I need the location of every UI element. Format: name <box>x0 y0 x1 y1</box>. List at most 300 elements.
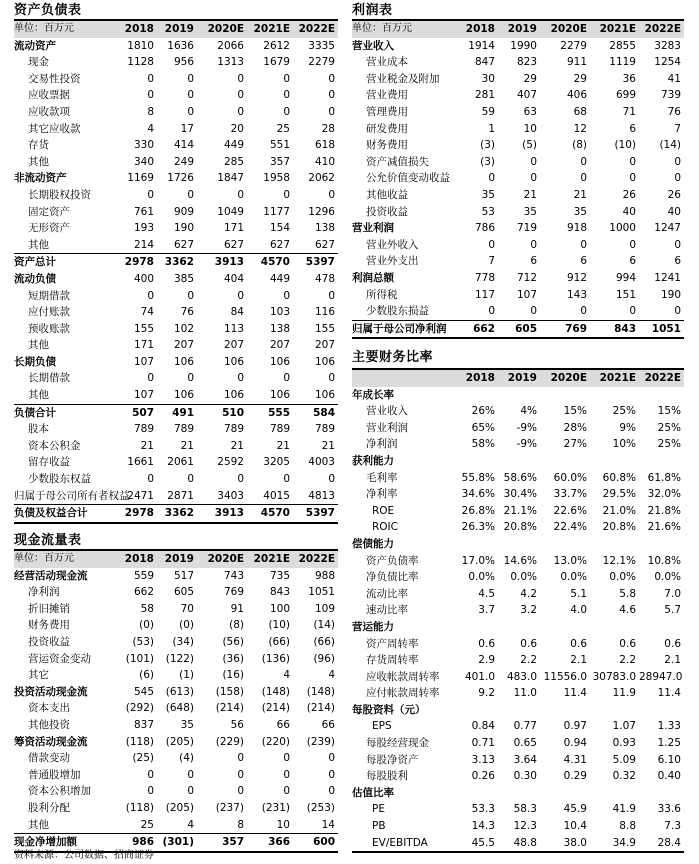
ratios-value-cell: 14.3 <box>471 820 495 833</box>
income-header-row <box>352 21 684 38</box>
ratios-row-label: 存货周转率 <box>366 654 419 667</box>
income-value-cell: 0 <box>488 305 495 318</box>
cashflow-value-cell: 109 <box>314 602 335 615</box>
cashflow-value-cell: (101) <box>125 652 154 665</box>
ratios-value-cell: 9.2 <box>478 687 495 700</box>
balance-row <box>14 204 338 221</box>
ratios-row-label: EPS <box>372 720 392 733</box>
cashflow-value-cell: (220) <box>261 735 290 748</box>
ratios-value-cell: 0.40 <box>657 770 681 783</box>
balance-value-cell: 510 <box>197 404 247 421</box>
ratios-value-cell: 0.32 <box>612 770 636 783</box>
ratios-row <box>352 503 684 520</box>
cashflow-value-cell: (301) <box>157 834 197 852</box>
ratios-value-cell: 55.8% <box>461 471 495 484</box>
income-row-label: 营业税金及附加 <box>366 72 440 85</box>
ratios-value-cell: 60.8% <box>602 471 636 484</box>
balance-value-cell: 789 <box>223 423 244 436</box>
balance-row-label: 流动负债 <box>14 272 56 285</box>
balance-value-cell: 3335 <box>308 39 335 52</box>
income-value-cell: 35 <box>573 205 587 218</box>
cashflow-row-label: 股利分配 <box>28 801 70 814</box>
balance-row-label: 留存收益 <box>28 456 70 469</box>
income-row <box>352 320 684 338</box>
ratios-value-cell: 483.0 <box>506 670 537 683</box>
income-value-cell: 0 <box>488 172 495 185</box>
cashflow-row <box>14 667 338 684</box>
balance-value-cell: 627 <box>173 238 194 251</box>
cashflow-row <box>14 717 338 734</box>
balance-value-cell: 0 <box>237 89 244 102</box>
balance-value-cell: 584 <box>293 404 338 421</box>
ratios-value-cell: 5.8 <box>619 587 636 600</box>
balance-row-label: 其它应收款 <box>28 122 81 135</box>
income-row <box>352 253 684 270</box>
ratios-value-cell: 2.2 <box>520 654 537 667</box>
income-value-cell: 12 <box>573 122 587 135</box>
ratios-value-cell: 0.29 <box>563 770 587 783</box>
balance-value-cell: 2871 <box>167 489 194 502</box>
balance-value-cell: 190 <box>173 222 194 235</box>
income-value-cell: 6 <box>580 255 587 268</box>
ratios-value-cell: 65% <box>471 421 495 434</box>
balance-sheet-title: 资产负债表 <box>14 3 82 18</box>
balance-value-cell: 155 <box>133 322 154 335</box>
ratios-value-cell: 17.0% <box>461 554 495 567</box>
balance-value-cell: 154 <box>269 222 290 235</box>
ratios-value-cell <box>590 387 639 404</box>
cashflow-row-label: 借款变动 <box>28 752 70 765</box>
balance-sheet-panel <box>14 2 338 524</box>
ratios-value-cell <box>498 785 540 802</box>
income-value-cell: 41 <box>667 72 681 85</box>
balance-value-cell: 106 <box>314 355 335 368</box>
balance-value-cell: 1847 <box>217 172 244 185</box>
income-row-label: 投资收益 <box>366 205 408 218</box>
ratios-year-header: 2020E <box>540 370 590 387</box>
balance-row <box>14 170 338 187</box>
income-value-cell: 0 <box>674 172 681 185</box>
cashflow-year-header: 2022E <box>293 551 338 568</box>
cashflow-value-cell: 0 <box>328 785 335 798</box>
balance-value-cell: 0 <box>187 89 194 102</box>
balance-value-cell: 0 <box>147 188 154 201</box>
balance-row <box>14 87 338 104</box>
balance-value-cell: 107 <box>133 389 154 402</box>
income-value-cell: 59 <box>481 105 495 118</box>
balance-row <box>14 187 338 204</box>
ratios-value-cell: 5.1 <box>570 587 587 600</box>
income-value-cell: (10) <box>614 139 636 152</box>
ratios-row-label: 营运能力 <box>352 620 394 633</box>
balance-value-cell: 789 <box>133 423 154 436</box>
ratios-year-header: 2019 <box>498 370 540 387</box>
balance-value-cell: 84 <box>230 306 244 319</box>
cashflow-value-cell: (36) <box>222 652 244 665</box>
cashflow-row-label: 经营活动现金流 <box>14 569 88 582</box>
cashflow-value-cell: 769 <box>223 586 244 599</box>
cashflow-value-cell: 986 <box>117 834 157 852</box>
ratios-title: 主要财务比率 <box>352 350 434 365</box>
ratios-panel <box>352 349 684 853</box>
income-row <box>352 87 684 104</box>
income-value-cell: 0 <box>580 305 587 318</box>
cashflow-value-cell: 0 <box>283 768 290 781</box>
cashflow-value-cell: (8) <box>229 619 244 632</box>
cashflow-value-cell: (158) <box>215 685 244 698</box>
balance-value-cell: 449 <box>223 139 244 152</box>
ratios-value-cell: 0.0% <box>560 571 587 584</box>
ratios-row-label: PE <box>372 803 385 816</box>
cashflow-value-cell: (118) <box>125 735 154 748</box>
ratios-row-label: ROE <box>372 504 395 517</box>
ratios-value-cell: 32.0% <box>647 488 681 501</box>
cashflow-value-cell: 70 <box>180 602 194 615</box>
ratios-value-cell: 0.0% <box>654 571 681 584</box>
balance-row <box>14 321 338 338</box>
cashflow-value-cell: 0 <box>328 752 335 765</box>
ratios-value-cell: 34.9 <box>590 835 639 853</box>
ratios-row-label: EV/EBITDA <box>352 835 456 853</box>
income-row-label: 其他收益 <box>366 188 408 201</box>
income-value-cell: 0 <box>530 155 537 168</box>
income-value-cell: 912 <box>566 271 587 284</box>
balance-value-cell: 113 <box>223 322 244 335</box>
balance-value-cell: 2061 <box>167 456 194 469</box>
balance-value-cell: 3205 <box>263 456 290 469</box>
income-value-cell: 63 <box>523 105 537 118</box>
balance-row-label: 无形资产 <box>28 222 70 235</box>
income-value-cell: 21 <box>573 188 587 201</box>
cashflow-value-cell: (214) <box>306 702 335 715</box>
balance-value-cell: 20 <box>230 122 244 135</box>
cashflow-value-cell: 14 <box>321 818 335 831</box>
balance-sheet-table <box>14 21 338 524</box>
income-value-cell: 843 <box>590 320 639 338</box>
ratios-value-cell: 4.2 <box>520 587 537 600</box>
ratios-row-label: 每股净资产 <box>366 753 419 766</box>
ratios-row-label: 每股股利 <box>366 770 408 783</box>
income-value-cell: 786 <box>474 222 495 235</box>
ratios-value-cell: 2.9 <box>478 654 495 667</box>
balance-row <box>14 220 338 237</box>
balance-value-cell: 5397 <box>293 254 338 271</box>
cashflow-value-cell: (205) <box>165 801 194 814</box>
income-value-cell: 605 <box>498 320 540 338</box>
income-title: 利润表 <box>352 3 393 18</box>
cashflow-value-cell: (66) <box>313 635 335 648</box>
income-value-cell: 107 <box>516 288 537 301</box>
cashflow-value-cell: (148) <box>306 685 335 698</box>
balance-value-cell: 193 <box>133 222 154 235</box>
ratios-value-cell: 0.93 <box>612 737 636 750</box>
balance-value-cell: 0 <box>187 72 194 85</box>
income-value-cell: 1 <box>488 122 495 135</box>
ratios-value-cell: 2.2 <box>619 654 636 667</box>
balance-value-cell: 404 <box>223 272 244 285</box>
ratios-value-cell: 21.6% <box>647 521 681 534</box>
ratios-row <box>352 403 684 420</box>
cashflow-value-cell: 10 <box>276 818 290 831</box>
income-year-header: 2019 <box>498 21 540 38</box>
income-row-label: 归属于母公司净利润 <box>352 320 456 338</box>
income-row-label: 营业外支出 <box>366 255 419 268</box>
income-value-cell: 281 <box>474 89 495 102</box>
balance-value-cell: 0 <box>283 473 290 486</box>
ratios-value-cell: 2.1 <box>570 654 587 667</box>
balance-row-label: 股本 <box>28 423 49 436</box>
ratios-row-label: 应收帐款周转率 <box>366 670 440 683</box>
balance-value-cell: 2612 <box>263 39 290 52</box>
balance-row-label: 其他 <box>28 238 49 251</box>
cashflow-row <box>14 568 338 585</box>
income-value-cell: 719 <box>516 222 537 235</box>
income-value-cell: 0 <box>629 172 636 185</box>
income-value-cell: 35 <box>481 188 495 201</box>
ratios-row-label: 营业收入 <box>366 405 408 418</box>
income-value-cell: 151 <box>615 288 636 301</box>
ratios-row <box>352 801 684 818</box>
ratios-row-label: 应付帐款周转率 <box>366 687 440 700</box>
income-value-cell: (5) <box>522 139 537 152</box>
balance-row-label: 长期负债 <box>14 355 56 368</box>
balance-header-row <box>14 21 338 38</box>
balance-row-label: 归属于母公司所有者权益 <box>14 489 130 502</box>
ratios-row-label: 获利能力 <box>352 454 394 467</box>
ratios-value-cell: -9% <box>516 438 537 451</box>
income-unit-label: 单位：百万元 <box>352 21 456 38</box>
ratios-row-label: 估值比率 <box>352 786 394 799</box>
income-value-cell: 1051 <box>639 320 684 338</box>
income-year-header: 2022E <box>639 21 684 38</box>
ratios-value-cell <box>540 536 590 553</box>
balance-row-label: 其他 <box>28 339 49 352</box>
ratios-value-cell: 21.1% <box>503 504 537 517</box>
income-value-cell: 0 <box>580 155 587 168</box>
income-value-cell: 0 <box>530 238 537 251</box>
cashflow-value-cell: (56) <box>222 635 244 648</box>
income-value-cell: 76 <box>667 105 681 118</box>
income-row <box>352 287 684 304</box>
ratios-row <box>352 553 684 570</box>
cashflow-row <box>14 651 338 668</box>
balance-value-cell: 414 <box>173 139 194 152</box>
ratios-row <box>352 652 684 669</box>
ratios-value-cell: 0.0% <box>510 571 537 584</box>
ratios-value-cell: 30.4% <box>503 488 537 501</box>
cashflow-value-cell: (253) <box>306 801 335 814</box>
ratios-row <box>352 768 684 785</box>
ratios-value-cell <box>639 619 684 636</box>
ratios-value-cell: 26.3% <box>461 521 495 534</box>
balance-value-cell: 106 <box>314 389 335 402</box>
balance-value-cell: 1679 <box>263 56 290 69</box>
balance-value-cell: 789 <box>173 423 194 436</box>
ratios-value-cell: 58.3 <box>513 803 537 816</box>
balance-value-cell: 76 <box>180 306 194 319</box>
income-row <box>352 270 684 287</box>
income-value-cell: 143 <box>566 288 587 301</box>
cashflow-value-cell: (6) <box>139 669 154 682</box>
balance-row <box>14 488 338 505</box>
ratios-value-cell: 0.77 <box>513 720 537 733</box>
income-value-cell: 0 <box>674 305 681 318</box>
ratios-year-header: 2021E <box>590 370 639 387</box>
cashflow-value-cell: (53) <box>132 635 154 648</box>
ratios-value-cell <box>590 453 639 470</box>
ratios-value-cell: 29.5% <box>602 488 636 501</box>
ratios-value-cell <box>456 619 498 636</box>
balance-row-label: 长期借款 <box>28 372 70 385</box>
cashflow-value-cell: 4 <box>283 669 290 682</box>
balance-value-cell: 0 <box>283 372 290 385</box>
income-value-cell: 68 <box>573 105 587 118</box>
ratios-value-cell <box>590 785 639 802</box>
balance-value-cell: 956 <box>173 56 194 69</box>
income-value-cell: 40 <box>667 205 681 218</box>
balance-value-cell: 2592 <box>217 456 244 469</box>
ratios-row <box>352 470 684 487</box>
cashflow-value-cell: (613) <box>165 685 194 698</box>
cashflow-year-header: 2021E <box>247 551 293 568</box>
balance-row-label: 存货 <box>28 139 49 152</box>
ratios-value-cell: 45.9 <box>563 803 587 816</box>
balance-row-label: 现金 <box>28 56 49 69</box>
ratios-row-label: 资产周转率 <box>366 637 419 650</box>
ratios-value-cell <box>498 619 540 636</box>
ratios-value-cell: 0.26 <box>471 770 495 783</box>
balance-value-cell: 0 <box>283 72 290 85</box>
cashflow-value-cell: 0 <box>237 768 244 781</box>
ratios-value-cell: 14.6% <box>503 554 537 567</box>
ratios-value-cell: 4.0 <box>570 604 587 617</box>
balance-row-label: 应收票据 <box>28 89 70 102</box>
balance-value-cell: 207 <box>314 339 335 352</box>
cashflow-row-label: 投资活动现金流 <box>14 685 88 698</box>
income-value-cell: 0 <box>580 238 587 251</box>
ratios-value-cell: 11.4 <box>563 687 587 700</box>
ratios-value-cell: 11556.0 <box>543 670 587 683</box>
income-value-cell: 1254 <box>654 56 681 69</box>
balance-row-label: 应付账款 <box>28 306 70 319</box>
ratios-row <box>352 735 684 752</box>
balance-value-cell: 0 <box>147 372 154 385</box>
income-value-cell: 1000 <box>609 222 636 235</box>
cashflow-value-cell: 743 <box>223 569 244 582</box>
ratios-value-cell: 10.8% <box>647 554 681 567</box>
ratios-value-cell <box>639 536 684 553</box>
ratios-year-header: 2018 <box>456 370 498 387</box>
ratios-value-cell: 34.6% <box>461 488 495 501</box>
income-value-cell: 35 <box>523 205 537 218</box>
ratios-row-label: ROIC <box>372 521 398 534</box>
ratios-value-cell <box>540 619 590 636</box>
ratios-row <box>352 519 684 536</box>
ratios-row-label: 营业利润 <box>366 421 408 434</box>
cashflow-row <box>14 767 338 784</box>
income-row-label: 利润总额 <box>352 271 394 284</box>
balance-row <box>14 454 338 471</box>
ratios-row <box>352 420 684 437</box>
ratios-value-cell: 13.0% <box>553 554 587 567</box>
balance-value-cell: 207 <box>173 339 194 352</box>
balance-value-cell: 21 <box>230 439 244 452</box>
balance-value-cell: 385 <box>173 272 194 285</box>
balance-row <box>14 421 338 438</box>
balance-row-label: 资产总计 <box>14 254 117 271</box>
balance-value-cell: 3403 <box>217 489 244 502</box>
cashflow-value-cell: 837 <box>133 718 154 731</box>
income-row-label: 营业费用 <box>366 89 408 102</box>
income-row <box>352 170 684 187</box>
balance-value-cell: 0 <box>237 188 244 201</box>
cashflow-value-cell: (292) <box>125 702 154 715</box>
balance-value-cell: 155 <box>314 322 335 335</box>
ratios-value-cell: 0.65 <box>513 737 537 750</box>
income-row <box>352 137 684 154</box>
ratios-value-cell: 0.84 <box>471 720 495 733</box>
balance-row <box>14 137 338 154</box>
ratios-value-cell <box>498 387 540 404</box>
balance-value-cell: 410 <box>314 155 335 168</box>
ratios-value-cell: 30783.0 <box>592 670 636 683</box>
ratios-row <box>352 818 684 835</box>
balance-value-cell: 106 <box>173 389 194 402</box>
balance-value-cell: 21 <box>321 439 335 452</box>
balance-value-cell: 249 <box>173 155 194 168</box>
balance-value-cell: 1313 <box>217 56 244 69</box>
ratios-row-label: 净利润 <box>366 438 398 451</box>
ratios-row-label: 每股经营现金 <box>366 737 429 750</box>
ratios-row <box>352 486 684 503</box>
ratios-value-cell <box>590 619 639 636</box>
cashflow-header-row <box>14 551 338 568</box>
cashflow-row-label: 资本支出 <box>28 702 70 715</box>
income-value-cell: 6 <box>530 255 537 268</box>
cashflow-value-cell: 4 <box>187 818 194 831</box>
cashflow-value-cell: 605 <box>173 586 194 599</box>
cashflow-value-cell: 100 <box>269 602 290 615</box>
ratios-value-cell: 10% <box>612 438 636 451</box>
balance-value-cell: 2471 <box>127 489 154 502</box>
cashflow-value-cell: (14) <box>313 619 335 632</box>
ratios-value-cell: 6.10 <box>657 753 681 766</box>
cashflow-row <box>14 601 338 618</box>
ratios-value-cell: 27% <box>563 438 587 451</box>
balance-row <box>14 254 338 271</box>
balance-row-label: 少数股东权益 <box>28 473 91 486</box>
cashflow-value-cell: 66 <box>321 718 335 731</box>
ratios-row <box>352 453 684 470</box>
income-value-cell: 26 <box>667 188 681 201</box>
income-value-cell: 662 <box>456 320 498 338</box>
balance-value-cell: 357 <box>269 155 290 168</box>
ratios-value-cell <box>498 536 540 553</box>
cashflow-value-cell: 0 <box>147 785 154 798</box>
balance-value-cell: 2062 <box>308 172 335 185</box>
cashflow-value-cell: (118) <box>125 801 154 814</box>
cashflow-value-cell: 735 <box>269 569 290 582</box>
income-row <box>352 71 684 88</box>
ratios-row <box>352 569 684 586</box>
ratios-value-cell: 48.8 <box>498 835 540 853</box>
balance-value-cell: 761 <box>133 205 154 218</box>
balance-value-cell: 0 <box>147 289 154 302</box>
income-row <box>352 54 684 71</box>
balance-value-cell: 1128 <box>127 56 154 69</box>
cashflow-value-cell: 35 <box>180 718 194 731</box>
ratios-value-cell: 25% <box>612 405 636 418</box>
